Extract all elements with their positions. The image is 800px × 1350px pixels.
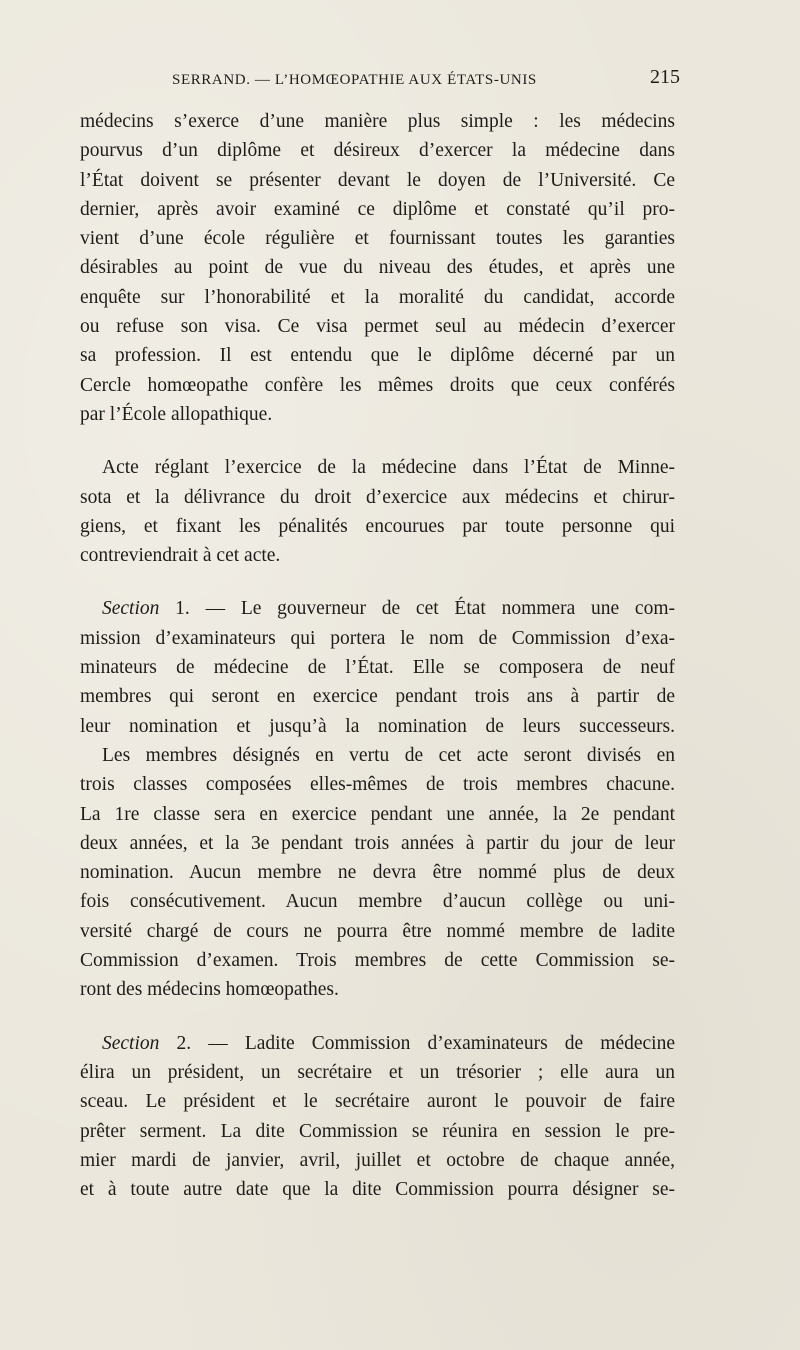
text-line: sceau. Le président et le secrétaire auront le pouvoir de faire: [80, 1091, 675, 1113]
text-line: mission d’examinateurs qui portera le nom de Commission d’exa-: [80, 627, 675, 649]
section-label: Section: [102, 598, 160, 620]
text-line: Les membres désignés en vertu de cet acte seront divisés en: [102, 744, 675, 766]
text-line: médecins s’exerce d’une manière plus simple : les médecins: [80, 111, 675, 132]
text-line: mier mardi de janvier, avril, juillet et octobre de chaque année,: [80, 1149, 675, 1171]
paragraph-gap: [80, 570, 675, 594]
text-line: La 1re classe sera en exercice pendant une année, la 2e pendant: [80, 803, 675, 825]
paragraph-act-title: [80, 453, 675, 570]
paragraph-members: [80, 741, 675, 1005]
text-line: trois classes composées elles-mêmes de trois membres chacune.: [80, 774, 675, 796]
text-line: l’État doivent se présenter devant le doyen de l’Université. Ce: [80, 169, 675, 191]
text-line: vient d’une école régulière et fournissant toutes les garanties: [80, 228, 675, 250]
text-line: ou refuse son visa. Ce visa permet seul au médecin d’exercer: [80, 316, 675, 338]
running-title: SERRAND. — L’HOMŒOPATHIE AUX ÉTATS-UNIS: [172, 72, 537, 88]
section-1-first-line: 1. — Le gouverneur de cet État nommera une com-: [159, 598, 675, 620]
text-line: sota et la délivrance du droit d’exercice aux médecins et chirur-: [80, 486, 675, 508]
text-line: [80, 594, 675, 623]
paragraph-intro: [80, 107, 675, 429]
text-line: membres qui seront en exercice pendant trois ans à partir de: [80, 686, 675, 708]
section-2-first-line: 2. — Ladite Commission d’examinateurs de médecine: [159, 1032, 675, 1054]
text-line: et à toute autre date que la dite Commission pourra désigner se-: [80, 1179, 675, 1201]
text-line: Acte réglant l’exercice de la médecine dans l’État de Minne-: [102, 457, 675, 479]
text-line: nomination. Aucun membre ne devra être nommé plus de deux: [80, 862, 675, 884]
text-line: [80, 1029, 675, 1058]
text-line: dernier, après avoir examiné ce diplôme et constaté qu’il pro-: [80, 198, 675, 220]
page-number: 215: [650, 66, 680, 88]
text-line: enquête sur l’honorabilité et la moralité du candidat, accorde: [80, 286, 675, 308]
text-line: contreviendrait à cet acte.: [80, 545, 281, 567]
text-line: minateurs de médecine de l’État. Elle se composera de neuf: [80, 657, 675, 679]
text-line: par l’École allopathique.: [80, 403, 273, 425]
text-line: ront des médecins homœopathes.: [80, 979, 339, 1001]
paragraph-section-1: [80, 594, 675, 740]
paragraph-gap: [80, 429, 675, 453]
text-line: pourvus d’un diplôme et désireux d’exercer la médecine dans: [80, 140, 675, 162]
text-line: giens, et fixant les pénalités encourues par toute personne qui: [80, 515, 675, 537]
paragraph-gap: [80, 1005, 675, 1029]
body-text: [80, 107, 675, 1204]
text-line: deux années, et la 3e pendant trois années à partir du jour de leur: [80, 832, 675, 854]
text-line: leur nomination et jusqu’à la nomination de leurs successeurs.: [80, 715, 675, 737]
text-line: sa profession. Il est entendu que le diplôme décerné par un: [80, 345, 675, 367]
text-line: fois consécutivement. Aucun membre d’aucun collège ou uni-: [80, 891, 675, 913]
text-line: Cercle homœopathe confère les mêmes droits que ceux conférés: [80, 374, 675, 396]
text-line: prêter serment. La dite Commission se réunira en session le pre-: [80, 1120, 675, 1142]
text-line: versité chargé de cours ne pourra être nommé membre de ladite: [80, 920, 675, 942]
text-line: désirables au point de vue du niveau des études, et après une: [80, 257, 675, 279]
running-head: [172, 66, 684, 96]
paragraph-section-2: [80, 1029, 675, 1205]
text-line: Commission d’examen. Trois membres de cette Commission se-: [80, 950, 675, 972]
section-label: Section: [102, 1032, 160, 1054]
text-line: élira un président, un secrétaire et un trésorier ; elle aura un: [80, 1061, 675, 1083]
